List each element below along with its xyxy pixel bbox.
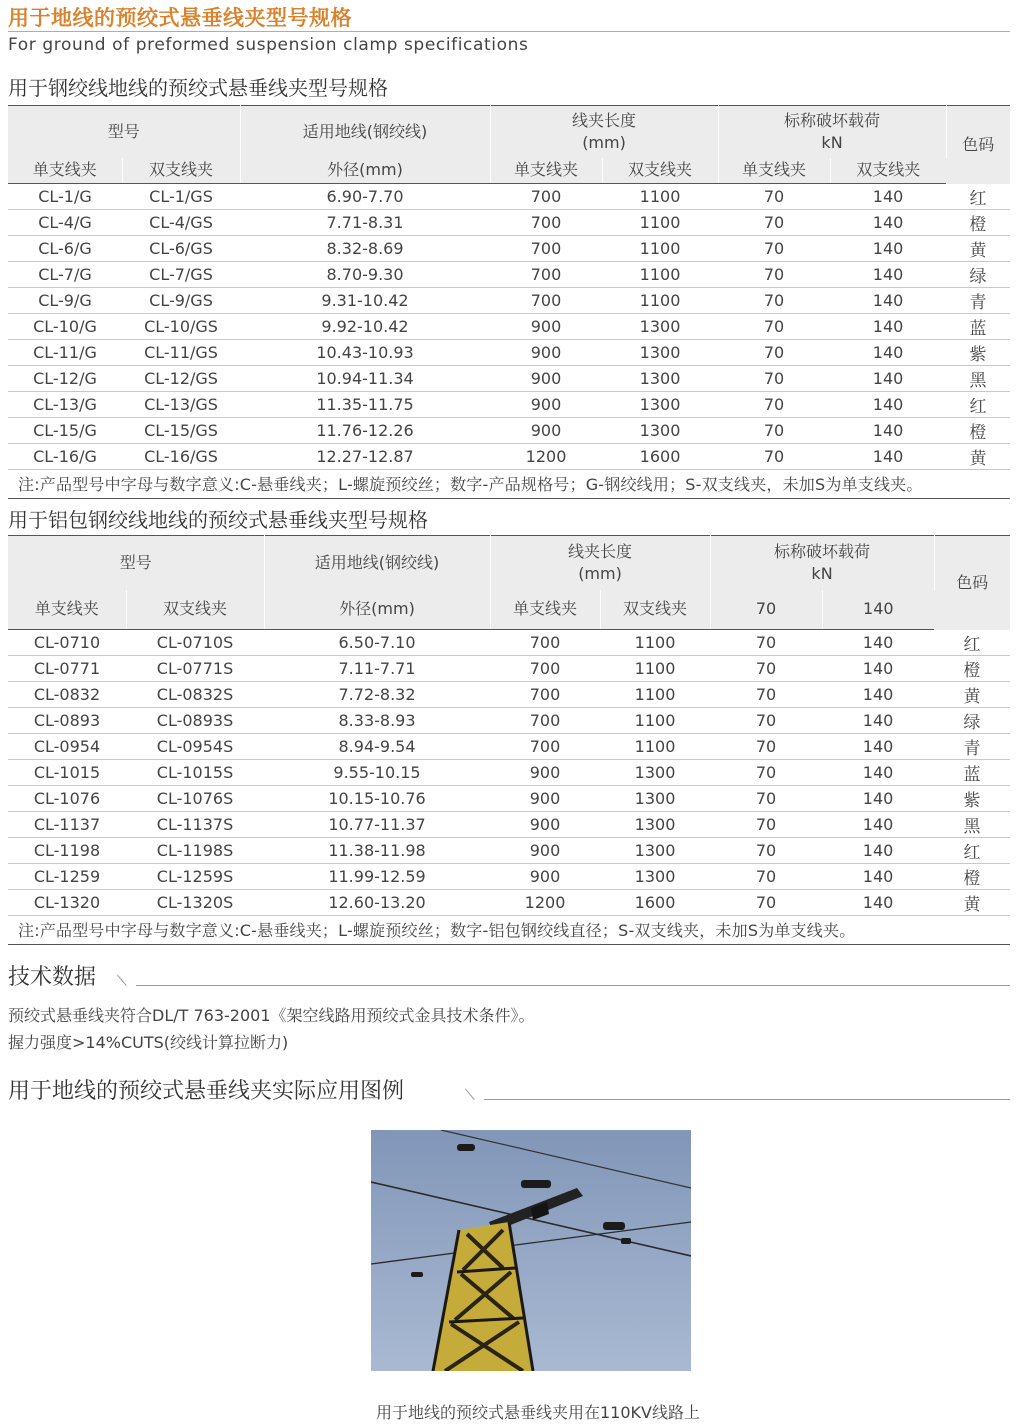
double-clamp-model: CL-1320S [126,889,264,915]
load-double: 140 [822,759,934,785]
load-double: 140 [822,707,934,733]
single-clamp-model: CL-13/G [8,391,122,417]
load-double: 140 [822,630,934,656]
color-code: 红 [934,837,1010,863]
tech-data-title: 技术数据 [8,965,97,990]
length-double: 1100 [600,707,710,733]
length-single: 900 [490,313,602,339]
length-double: 1100 [600,655,710,681]
table-row [8,811,1010,837]
table-row [8,365,1010,391]
header-length-single: 单支线夹 [490,158,602,184]
color-code: 橙 [934,655,1010,681]
outer-diameter: 7.11-7.71 [264,655,490,681]
heading-rule [136,985,1010,986]
header-outer-diameter: 外径(mm) [240,158,490,184]
length-double: 1300 [600,759,710,785]
heading-slash-decoration [117,975,127,986]
table-row [8,630,1010,656]
outer-diameter: 11.38-11.98 [264,837,490,863]
length-single: 1200 [490,889,600,915]
header-outer-diameter: 外径(mm) [264,590,490,630]
length-single: 700 [490,655,600,681]
header-clamp-length: 线夹长度 (mm) [490,536,710,590]
single-clamp-model: CL-1076 [8,785,126,811]
load-double: 140 [822,811,934,837]
color-code: 黄 [946,235,1010,261]
single-clamp-model: CL-1015 [8,759,126,785]
length-double: 1100 [602,235,718,261]
outer-diameter: 10.77-11.37 [264,811,490,837]
load-double: 140 [830,391,946,417]
length-double: 1100 [600,733,710,759]
load-double: 140 [822,889,934,915]
color-code: 橙 [946,417,1010,443]
double-clamp-model: CL-0710S [126,630,264,656]
length-double: 1300 [602,339,718,365]
outer-diameter: 6.90-7.70 [240,184,490,210]
outer-diameter: 12.27-12.87 [240,443,490,469]
outer-diameter: 7.71-8.31 [240,209,490,235]
single-clamp-model: CL-10/G [8,313,122,339]
table-row [8,313,1010,339]
load-single: 70 [718,391,830,417]
length-single: 1200 [490,443,602,469]
table-row [8,184,1010,210]
tech-data-standard-line: 预绞式悬垂线夹符合DL/T 763-2001《架空线路用预绞式金具技术条件》。 [8,1006,535,1025]
title-divider [8,31,1010,32]
double-clamp-model: CL-0893S [126,707,264,733]
table-row [8,759,1010,785]
length-double: 1300 [602,313,718,339]
load-double: 140 [822,681,934,707]
length-single: 900 [490,863,600,889]
load-single: 70 [710,630,822,656]
load-double: 140 [830,417,946,443]
load-single: 70 [710,707,822,733]
outer-diameter: 12.60-13.20 [264,889,490,915]
header-double-clamp: 双支线夹 [122,158,240,184]
length-single: 700 [490,209,602,235]
table-row [8,391,1010,417]
heading-slash-decoration [465,1089,475,1100]
header-double-clamp: 双支线夹 [126,590,264,630]
table1-note: 注:产品型号中字母与数字意义:C-悬垂线夹；L-螺旋预绞丝；数字-产品规格号；G-钢绞线用；S-双支线夹，未加S为单支线夹。 [8,469,1010,498]
header-length-double: 双支线夹 [600,590,710,630]
outer-diameter: 10.94-11.34 [240,365,490,391]
single-clamp-model: CL-16/G [8,443,122,469]
header-load-single: 70 [710,590,822,630]
length-double: 1300 [602,365,718,391]
table1-section-title: 用于钢绞线地线的预绞式悬垂线夹型号规格 [8,76,388,100]
color-code: 紫 [934,785,1010,811]
length-double: 1300 [600,837,710,863]
single-clamp-model: CL-9/G [8,287,122,313]
color-code: 青 [946,287,1010,313]
length-double: 1600 [600,889,710,915]
double-clamp-model: CL-1198S [126,837,264,863]
length-double: 1600 [602,443,718,469]
single-clamp-model: CL-0832 [8,681,126,707]
load-double: 140 [822,837,934,863]
outer-diameter: 7.72-8.32 [264,681,490,707]
single-clamp-model: CL-1320 [8,889,126,915]
single-clamp-model: CL-0710 [8,630,126,656]
load-double: 140 [830,365,946,391]
length-single: 700 [490,287,602,313]
outer-diameter: 11.76-12.26 [240,417,490,443]
table-row [8,655,1010,681]
load-single: 70 [718,443,830,469]
double-clamp-model: CL-1/GS [122,184,240,210]
double-clamp-model: CL-1076S [126,785,264,811]
length-double: 1100 [600,630,710,656]
color-code: 红 [946,391,1010,417]
single-clamp-model: CL-11/G [8,339,122,365]
double-clamp-model: CL-7/GS [122,261,240,287]
length-double: 1100 [602,184,718,210]
double-clamp-model: CL-15/GS [122,417,240,443]
color-code: 橙 [946,209,1010,235]
length-single: 900 [490,785,600,811]
double-clamp-model: CL-6/GS [122,235,240,261]
single-clamp-model: CL-0954 [8,733,126,759]
single-clamp-model: CL-4/G [8,209,122,235]
length-double: 1100 [602,287,718,313]
load-double: 140 [830,209,946,235]
table-row [8,681,1010,707]
header-model: 型号 [8,106,240,158]
color-code: 黑 [946,365,1010,391]
length-double: 1100 [602,209,718,235]
single-clamp-model: CL-7/G [8,261,122,287]
photo-caption: 用于地线的预绞式悬垂线夹用在110KV线路上 [376,1403,700,1422]
length-double: 1300 [602,417,718,443]
load-double: 140 [830,313,946,339]
header-breaking-load: 标称破坏载荷 kN [718,106,946,158]
header-length-single: 单支线夹 [490,590,600,630]
load-double: 140 [830,443,946,469]
page-subtitle-english: For ground of preformed suspension clamp specifications [8,35,529,55]
length-single: 900 [490,391,602,417]
double-clamp-model: CL-9/GS [122,287,240,313]
color-code: 黄 [946,443,1010,469]
load-single: 70 [710,863,822,889]
table-row [8,837,1010,863]
color-code: 红 [934,630,1010,656]
double-clamp-model: CL-4/GS [122,209,240,235]
length-single: 900 [490,759,600,785]
single-clamp-model: CL-1137 [8,811,126,837]
table-row [8,785,1010,811]
load-single: 70 [718,313,830,339]
table-row [8,235,1010,261]
header-breaking-load: 标称破坏载荷 kN [710,536,934,590]
load-single: 70 [718,287,830,313]
application-photo [371,1130,691,1371]
table2-note: 注:产品型号中字母与数字意义:C-悬垂线夹；L-螺旋预绞丝；数字-铝包钢绞线直径；S-双支线夹，未加S为单支线夹。 [8,915,1010,944]
outer-diameter: 8.33-8.93 [264,707,490,733]
application-heading [8,1074,1010,1110]
double-clamp-model: CL-11/GS [122,339,240,365]
double-clamp-model: CL-10/GS [122,313,240,339]
load-double: 140 [822,655,934,681]
outer-diameter: 6.50-7.10 [264,630,490,656]
load-double: 140 [830,235,946,261]
tech-data-heading [8,960,1010,996]
length-single: 700 [490,235,602,261]
length-single: 900 [490,837,600,863]
length-single: 700 [490,681,600,707]
load-single: 70 [710,681,822,707]
table-row [8,733,1010,759]
load-double: 140 [822,785,934,811]
color-code: 红 [946,184,1010,210]
header-color-code: 色码 [946,106,1010,184]
length-single: 900 [490,365,602,391]
steel-strand-spec-table [8,105,1010,499]
length-double: 1300 [600,811,710,837]
length-single: 700 [490,184,602,210]
load-single: 70 [710,759,822,785]
double-clamp-model: CL-0771S [126,655,264,681]
heading-rule [484,1099,1010,1100]
single-clamp-model: CL-6/G [8,235,122,261]
color-code: 黑 [934,811,1010,837]
load-single: 70 [718,235,830,261]
length-double: 1300 [600,785,710,811]
table-row [8,339,1010,365]
load-single: 70 [710,733,822,759]
header-length-double: 双支线夹 [602,158,718,184]
header-conductor: 适用地线(钢绞线) [264,536,490,590]
color-code: 黄 [934,889,1010,915]
length-single: 700 [490,630,600,656]
length-double: 1300 [600,863,710,889]
load-single: 70 [718,261,830,287]
color-code: 青 [934,733,1010,759]
load-single: 70 [710,837,822,863]
double-clamp-model: CL-0832S [126,681,264,707]
header-load-double: 双支线夹 [830,158,946,184]
table2-section-title: 用于铝包钢绞线地线的预绞式悬垂线夹型号规格 [8,508,428,532]
outer-diameter: 10.43-10.93 [240,339,490,365]
single-clamp-model: CL-0893 [8,707,126,733]
length-single: 900 [490,811,600,837]
header-load-single: 单支线夹 [718,158,830,184]
single-clamp-model: CL-0771 [8,655,126,681]
length-single: 700 [490,707,600,733]
load-double: 140 [830,261,946,287]
table-row [8,707,1010,733]
color-code: 蓝 [946,313,1010,339]
color-code: 橙 [934,863,1010,889]
outer-diameter: 10.15-10.76 [264,785,490,811]
single-clamp-model: CL-15/G [8,417,122,443]
outer-diameter: 9.92-10.42 [240,313,490,339]
length-single: 900 [490,339,602,365]
color-code: 紫 [946,339,1010,365]
double-clamp-model: CL-13/GS [122,391,240,417]
outer-diameter: 11.35-11.75 [240,391,490,417]
load-double: 140 [830,287,946,313]
single-clamp-model: CL-1/G [8,184,122,210]
color-code: 绿 [934,707,1010,733]
header-clamp-length: 线夹长度 (mm) [490,106,718,158]
header-model: 型号 [8,536,264,590]
outer-diameter: 9.31-10.42 [240,287,490,313]
load-single: 70 [710,889,822,915]
double-clamp-model: CL-16/GS [122,443,240,469]
header-load-double: 140 [822,590,934,630]
outer-diameter: 8.70-9.30 [240,261,490,287]
load-double: 140 [830,339,946,365]
table-row [8,863,1010,889]
color-code: 蓝 [934,759,1010,785]
page-title: 用于地线的预绞式悬垂线夹型号规格 [8,6,352,30]
single-clamp-model: CL-1198 [8,837,126,863]
load-single: 70 [718,184,830,210]
color-code: 绿 [946,261,1010,287]
table-row [8,261,1010,287]
double-clamp-model: CL-1137S [126,811,264,837]
double-clamp-model: CL-12/GS [122,365,240,391]
table-row [8,209,1010,235]
length-double: 1100 [602,261,718,287]
load-single: 70 [718,365,830,391]
load-single: 70 [710,785,822,811]
outer-diameter: 9.55-10.15 [264,759,490,785]
application-title: 用于地线的预绞式悬垂线夹实际应用图例 [8,1079,405,1104]
table-row [8,287,1010,313]
single-clamp-model: CL-12/G [8,365,122,391]
double-clamp-model: CL-0954S [126,733,264,759]
length-double: 1300 [602,391,718,417]
load-double: 140 [822,733,934,759]
header-single-clamp: 单支线夹 [8,158,122,184]
header-color-code: 色码 [934,536,1010,630]
length-double: 1100 [600,681,710,707]
aluminum-clad-spec-table [8,535,1010,945]
load-single: 70 [718,417,830,443]
length-single: 700 [490,261,602,287]
tech-data-grip-strength-line: 握力强度>14%CUTS(绞线计算拉断力) [8,1033,289,1052]
header-conductor: 适用地线(钢绞线) [240,106,490,158]
double-clamp-model: CL-1259S [126,863,264,889]
load-single: 70 [718,209,830,235]
table-row [8,443,1010,469]
load-single: 70 [710,655,822,681]
table-row [8,417,1010,443]
color-code: 黄 [934,681,1010,707]
header-single-clamp: 单支线夹 [8,590,126,630]
load-double: 140 [822,863,934,889]
outer-diameter: 8.32-8.69 [240,235,490,261]
double-clamp-model: CL-1015S [126,759,264,785]
table-row [8,889,1010,915]
single-clamp-model: CL-1259 [8,863,126,889]
load-single: 70 [710,811,822,837]
outer-diameter: 11.99-12.59 [264,863,490,889]
length-single: 900 [490,417,602,443]
length-single: 700 [490,733,600,759]
outer-diameter: 8.94-9.54 [264,733,490,759]
load-double: 140 [830,184,946,210]
load-single: 70 [718,339,830,365]
